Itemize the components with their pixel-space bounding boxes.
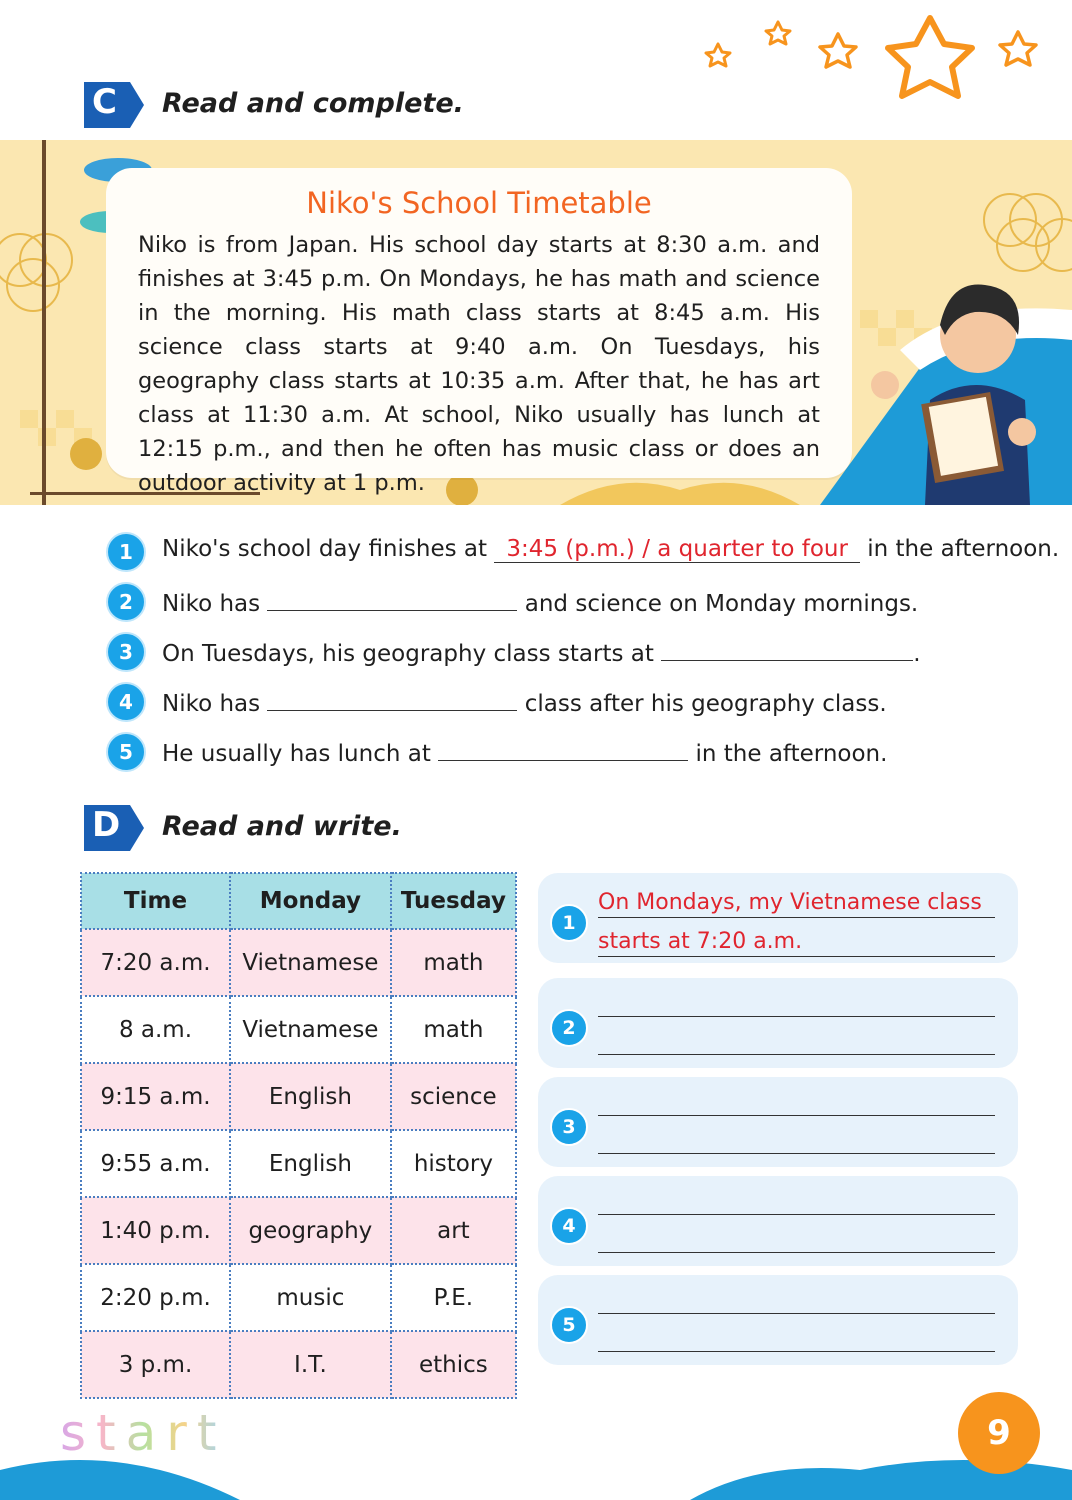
question-4-blank[interactable] xyxy=(267,686,517,711)
section-c-title: Read and complete. xyxy=(162,88,464,119)
table-cell: ethics xyxy=(391,1331,516,1398)
header-time: Time xyxy=(81,873,230,929)
table-cell: 2:20 p.m. xyxy=(81,1264,230,1331)
question-1-after: in the afternoon. xyxy=(867,536,1060,562)
question-4-before: Niko has xyxy=(162,691,261,717)
story-card xyxy=(106,168,852,496)
answer-box-4[interactable] xyxy=(538,1176,1018,1266)
table-cell: Vietnamese xyxy=(230,996,391,1063)
answer-box-5[interactable] xyxy=(538,1275,1018,1365)
star-icon xyxy=(706,44,730,66)
question-1-answer[interactable]: 3:45 (p.m.) / a quarter to four xyxy=(494,536,860,563)
question-5 xyxy=(162,736,887,767)
writing-line xyxy=(598,917,995,918)
question-3-blank[interactable] xyxy=(661,636,913,661)
answer-number: 5 xyxy=(550,1306,588,1344)
table-header-row xyxy=(81,873,516,929)
question-number: 5 xyxy=(106,732,146,772)
writing-line[interactable] xyxy=(598,1252,995,1253)
question-2-before: Niko has xyxy=(162,591,261,617)
question-2-blank[interactable] xyxy=(267,586,517,611)
question-5-after: in the afternoon. xyxy=(695,741,888,767)
writing-line[interactable] xyxy=(598,1115,995,1116)
question-2-after: and science on Monday mornings. xyxy=(524,591,919,617)
star-icon xyxy=(1000,32,1036,65)
question-5-blank[interactable] xyxy=(438,736,688,761)
star-icon xyxy=(820,34,856,67)
writing-line[interactable] xyxy=(598,1054,995,1055)
writing-line[interactable] xyxy=(598,1313,995,1314)
table-cell: art xyxy=(391,1197,516,1264)
table-cell: math xyxy=(391,996,516,1063)
page-number-text: 9 xyxy=(987,1413,1011,1453)
star-icon xyxy=(766,22,790,44)
question-3-after: . xyxy=(913,641,921,667)
table-cell: geography xyxy=(230,1197,391,1264)
question-3-before: On Tuesdays, his geography class starts at xyxy=(162,641,654,667)
answer-number: 4 xyxy=(550,1207,588,1245)
page-number xyxy=(958,1392,1040,1474)
table-cell: P.E. xyxy=(391,1264,516,1331)
table-cell: math xyxy=(391,929,516,996)
answer-box-3[interactable] xyxy=(538,1077,1018,1167)
story-text: Niko is from Japan. His school day starts at 8:30 a.m. and finishes at 3:45 p.m. On Mondays, he has math and science in the morning. His math class starts at 8:45 a.m. His science class starts at 9:40 a.m. On Tuesdays, his geography class starts at 10:35 a.m. After that, he has art class at 11:30 a.m. At school, Niko usually has lunch at 12:15 p.m., and then he often has music class or does an outdoor activity at 1 p.m. xyxy=(138,232,820,496)
question-number: 2 xyxy=(106,582,146,622)
question-3 xyxy=(162,636,921,667)
table-cell: 1:40 p.m. xyxy=(81,1197,230,1264)
section-d-title: Read and write. xyxy=(162,811,402,842)
writing-line[interactable] xyxy=(598,1016,995,1017)
question-number: 3 xyxy=(106,632,146,672)
question-4-after: class after his geography class. xyxy=(524,691,887,717)
table-cell: 8 a.m. xyxy=(81,996,230,1063)
table-cell: science xyxy=(391,1063,516,1130)
table-cell: English xyxy=(230,1063,391,1130)
question-1-before: Niko's school day finishes at xyxy=(162,536,488,562)
writing-line[interactable] xyxy=(598,1214,995,1215)
writing-line[interactable] xyxy=(598,1153,995,1154)
start-logo xyxy=(60,1404,226,1462)
header-monday: Monday xyxy=(230,873,391,929)
table-row xyxy=(81,1063,516,1130)
table-cell: Vietnamese xyxy=(230,929,391,996)
table-cell: I.T. xyxy=(230,1331,391,1398)
writing-line xyxy=(598,956,995,957)
answer-box-1[interactable] xyxy=(538,873,1018,963)
question-2 xyxy=(162,586,918,617)
table-row xyxy=(81,996,516,1063)
table-cell: English xyxy=(230,1130,391,1197)
question-5-before: He usually has lunch at xyxy=(162,741,431,767)
answer-number: 3 xyxy=(550,1108,588,1146)
question-number: 1 xyxy=(106,532,146,572)
question-4 xyxy=(162,686,887,717)
writing-line[interactable] xyxy=(598,1351,995,1352)
stars-decoration xyxy=(690,10,1060,120)
table-cell: music xyxy=(230,1264,391,1331)
table-row xyxy=(81,1264,516,1331)
question-number: 4 xyxy=(106,682,146,722)
answer-box-2[interactable] xyxy=(538,978,1018,1068)
answer-number: 1 xyxy=(550,904,588,942)
answer-number: 2 xyxy=(550,1009,588,1047)
header-tuesday: Tuesday xyxy=(391,873,516,929)
timetable xyxy=(80,872,517,1399)
section-c-letter: C xyxy=(92,82,117,122)
table-row xyxy=(81,1197,516,1264)
table-row xyxy=(81,1331,516,1398)
start-word: start xyxy=(60,1404,227,1462)
table-cell: 9:15 a.m. xyxy=(81,1063,230,1130)
answer-1-line-2[interactable]: starts at 7:20 a.m. xyxy=(598,929,803,954)
story-title: Niko's School Timetable xyxy=(306,186,652,220)
question-1 xyxy=(162,536,1059,563)
table-cell: 7:20 a.m. xyxy=(81,929,230,996)
table-row xyxy=(81,1130,516,1197)
star-icon xyxy=(888,18,972,96)
answer-1-line-1[interactable]: On Mondays, my Vietnamese class xyxy=(598,890,982,915)
section-d-letter: D xyxy=(92,805,121,845)
table-cell: history xyxy=(391,1130,516,1197)
table-row xyxy=(81,929,516,996)
table-cell: 9:55 a.m. xyxy=(81,1130,230,1197)
table-cell: 3 p.m. xyxy=(81,1331,230,1398)
